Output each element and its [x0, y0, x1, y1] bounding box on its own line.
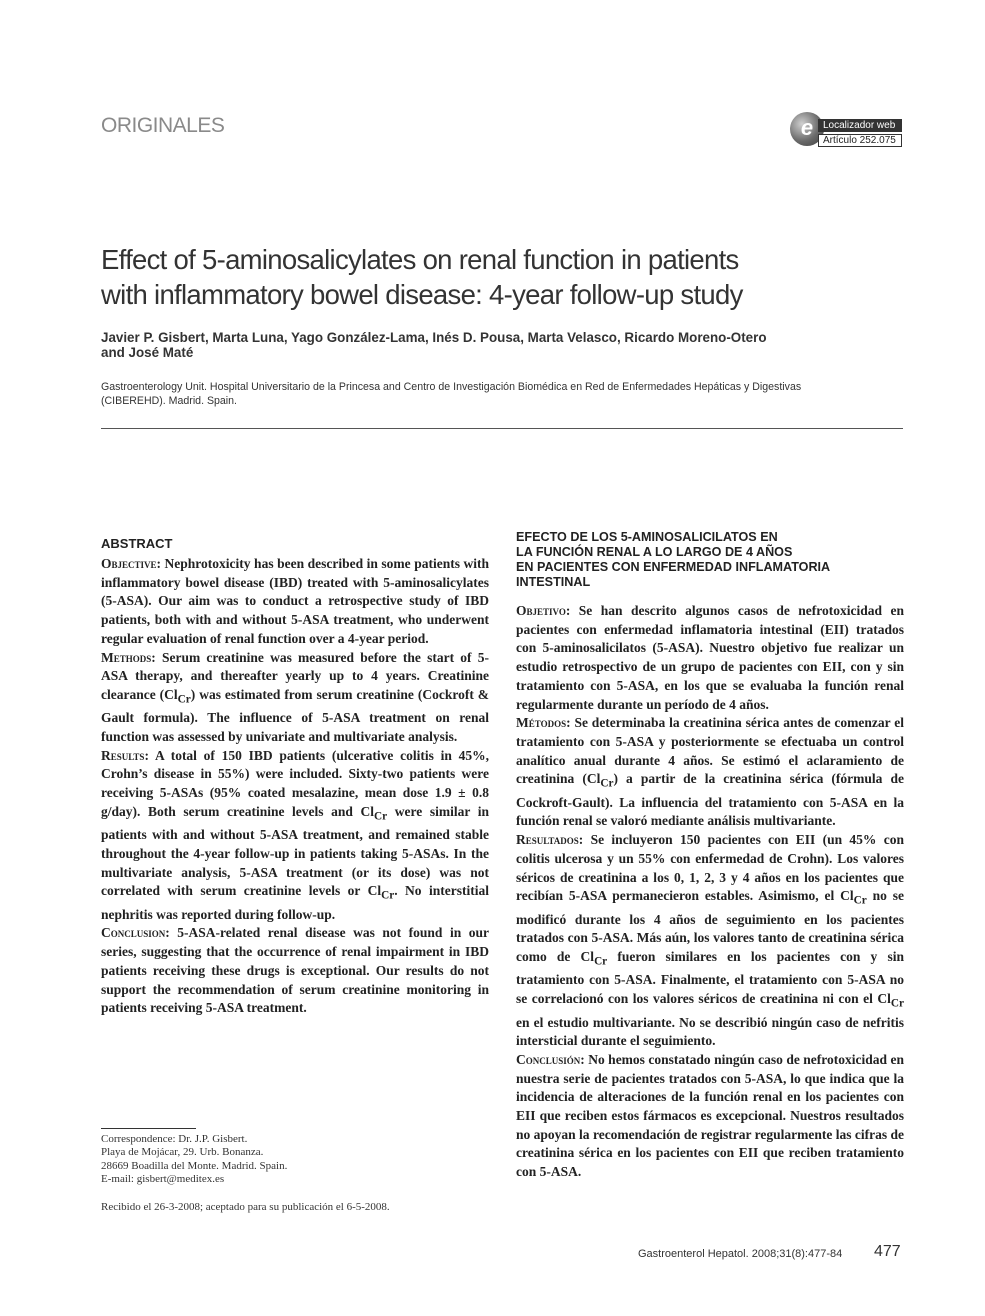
correspondence-line: 28669 Boadilla del Monte. Madrid. Spain. — [101, 1159, 288, 1172]
spanish-title-line: EN PACIENTES CON ENFERMEDAD INFLAMATORIA — [516, 560, 831, 574]
resumen-conclusion — [516, 1051, 904, 1182]
results-text: : A total of 150 IBD patients (ulcerative colitis in 45%, Crohn’s disease in 55%) were included. Sixty-two patients were receiving 5-ASAs (95% coated mesalazine, mean dose 1.9 ± 0.8 g/day). Both serum creatinine levels and Cl — [101, 747, 489, 819]
subscript-cr: Cr — [594, 955, 608, 968]
metodos-text: ) a partir de la creatinina sérica (fórmula de Cockroft-Gault). La influencia del tratamiento con 5-ASA en la función renal se valoró mediante análisis multivariante. — [516, 771, 904, 829]
metodos-text: : Se determinaba la creatinina sérica antes de comenzar el tratamiento con 5-ASA y posteriormente se efectuaba un control analítico anual durante 4 años. Se estimó el aclaramiento de creatinina (Cl — [516, 715, 904, 787]
abstract-methods — [101, 649, 489, 747]
subscript-cr: Cr — [381, 890, 395, 903]
results-label: Results — [101, 747, 145, 763]
conclusion-text: : 5-ASA-related renal disease was not found in our series, suggesting that the occurrence of renal impairment in IBD patients receiving these drugs is exceptional. Our results do not support the recommendation of serum creatinine monitoring in patients receiving 5-ASA treatment. — [101, 925, 489, 1016]
conclusion-text: : No hemos constatado ningún caso de nefrotoxicidad en nuestra serie de pacientes tratados con 5-ASA, lo que indica que la incidencia de alteraciones de la función renal en los pacientes con EII que reciben estos fármacos es excepcional. Nuestros resultados no apoyan la recomendación de registrar regularmente las cifras de creatinina sérica en los pacientes con EII que reciben tratamiento con 5-ASA. — [516, 1051, 904, 1180]
resumen-resultados — [516, 831, 904, 1051]
spanish-title-line: LA FUNCIÓN RENAL A LO LARGO DE 4 AÑOS — [516, 545, 793, 559]
spanish-title — [516, 530, 904, 590]
affiliation-line: Gastroenterology Unit. Hospital Universitario de la Princesa and Centro de Investigación Biomédica en Red de Enfermedades Hepáticas y Digestivas — [101, 381, 802, 393]
objective-label: Objective — [101, 556, 157, 571]
subscript-cr: Cr — [890, 997, 904, 1010]
abstract-english — [101, 530, 489, 1018]
footnote-divider — [101, 1128, 196, 1129]
badge-article-number: Artículo 252.075 — [818, 134, 902, 147]
web-locator-badge — [790, 110, 905, 150]
resultados-text: no se modificó durante los 4 años de seguimiento en los pacientes tratados con 5-ASA. Más aún, los valores tanto de creatinina sérica como de Cl — [516, 888, 904, 965]
authors-line: and José Maté — [101, 345, 194, 360]
resultados-text: en el estudio multivariante. No se describió ningún caso de nefritis intersticial durante el seguimiento. — [516, 1014, 904, 1049]
affiliation-line: (CIBEREHD). Madrid. Spain. — [101, 395, 237, 407]
methods-text: : Serum creatinine was measured before the start of 5-ASA therapy, and thereafter yearly up to 4 years. Creatinine clearance (Cl — [101, 649, 489, 702]
article-title — [101, 242, 861, 312]
resumen-metodos — [516, 714, 904, 831]
subscript-cr: Cr — [374, 810, 388, 823]
abstract-results — [101, 747, 489, 925]
objetivo-label: Objetivo — [516, 603, 566, 618]
correspondence-email: E-mail: gisbert@meditex.es — [101, 1173, 225, 1186]
correspondence-note — [101, 1133, 481, 1187]
methods-label: Methods — [101, 649, 152, 665]
subscript-cr: Cr — [600, 778, 614, 791]
objetivo-text: : Se han descrito algunos casos de nefrotoxicidad en pacientes con enfermedad inflamatoria intestinal (EII) tratados con 5-aminosalicilatos (5-ASA). Nuestro objetivo fue realizar un estudio retrospectivo de un grupo de pacientes con EII, con y sin tratamiento con 5-ASA, en los que se evaluaba la función renal regularmente durante un período de 4 años. — [516, 603, 904, 712]
resultados-text: fueron similares en los pacientes con y sin tratamiento con 5-ASA. Finalmente, el tratamiento con 5-ASA no se correlacionó con los valores séricos de creatinina ni con el Cl — [516, 949, 904, 1007]
author-list — [101, 330, 901, 360]
spanish-title-line: EFECTO DE LOS 5-AMINOSALICILATOS EN — [516, 530, 778, 544]
title-line: Effect of 5-aminosalicylates on renal function in patients — [101, 244, 739, 275]
page-number: 477 — [874, 1243, 901, 1260]
subscript-cr: Cr — [853, 894, 867, 907]
subscript-cr: Cr — [177, 693, 191, 706]
affiliation — [101, 380, 901, 408]
abstract-spanish — [516, 530, 904, 1182]
results-text: were similar in patients with and without 5-ASA treatment, and remained stable throughout the 4-year follow-up in patients taking 5-ASAs. In the multivariate analysis, 5-ASA treatment (or its dose) was not correlated with serum creatinine levels or Cl — [101, 803, 489, 899]
conclusion-label: Conclusion — [101, 925, 166, 941]
correspondence-line: Correspondence: Dr. J.P. Gisbert. — [101, 1133, 248, 1145]
received-dates: Recibido el 26-3-2008; aceptado para su publicación el 6-5-2008. — [101, 1201, 390, 1213]
header-divider — [101, 428, 903, 429]
section-label: ORIGINALES — [101, 114, 225, 137]
abstract-heading: ABSTRACT — [101, 536, 173, 551]
resumen-objetivo — [516, 602, 904, 714]
conclusion-label: Conclusión — [516, 1051, 581, 1067]
authors-line: Javier P. Gisbert, Marta Luna, Yago González-Lama, Inés D. Pousa, Marta Velasco, Ricardo Moreno-Otero — [101, 330, 767, 345]
abstract-objective — [101, 555, 489, 649]
correspondence-line: Playa de Mojácar, 29. Urb. Bonanza. — [101, 1146, 264, 1159]
spanish-title-line: INTESTINAL — [516, 575, 591, 589]
abstract-conclusion — [101, 924, 489, 1018]
resultados-text: : Se incluyeron 150 pacientes con EII (un 45% con colitis ulcerosa y un 55% con enfermedad de Crohn). Los valores séricos de creatinina a los 0, 1, 2, 3 y 4 años en los pacientes que recibían 5-ASA permanecieron estables. Asimismo, el Cl — [516, 832, 904, 904]
objective-text: : Nephrotoxicity has been described in some patients with inflammatory bowel disease (IBD) treated with 5-aminosalicylates (5-ASA). Our aim was to conduct a retrospective study of IBD patients, both with and without 5-ASA treatment, who underwent regular evaluation of renal function over a 4-year period. — [101, 556, 489, 646]
title-line: with inflammatory bowel disease: 4-year follow-up study — [101, 279, 743, 310]
results-text: . No interstitial nephritis was reported during follow-up. — [101, 883, 489, 922]
methods-text: ) was estimated from serum creatinine (Cockroft & Gault formula). The influence of 5-ASA treatment on renal function was assessed by univariate and multivariate analysis. — [101, 686, 489, 745]
badge-label: Localizador web — [818, 119, 902, 132]
journal-citation: Gastroenterol Hepatol. 2008;31(8):477-84 — [638, 1248, 843, 1260]
e-logo-icon: e — [790, 112, 824, 146]
metodos-label: Métodos — [516, 715, 567, 731]
resultados-label: Resultados — [516, 832, 579, 848]
